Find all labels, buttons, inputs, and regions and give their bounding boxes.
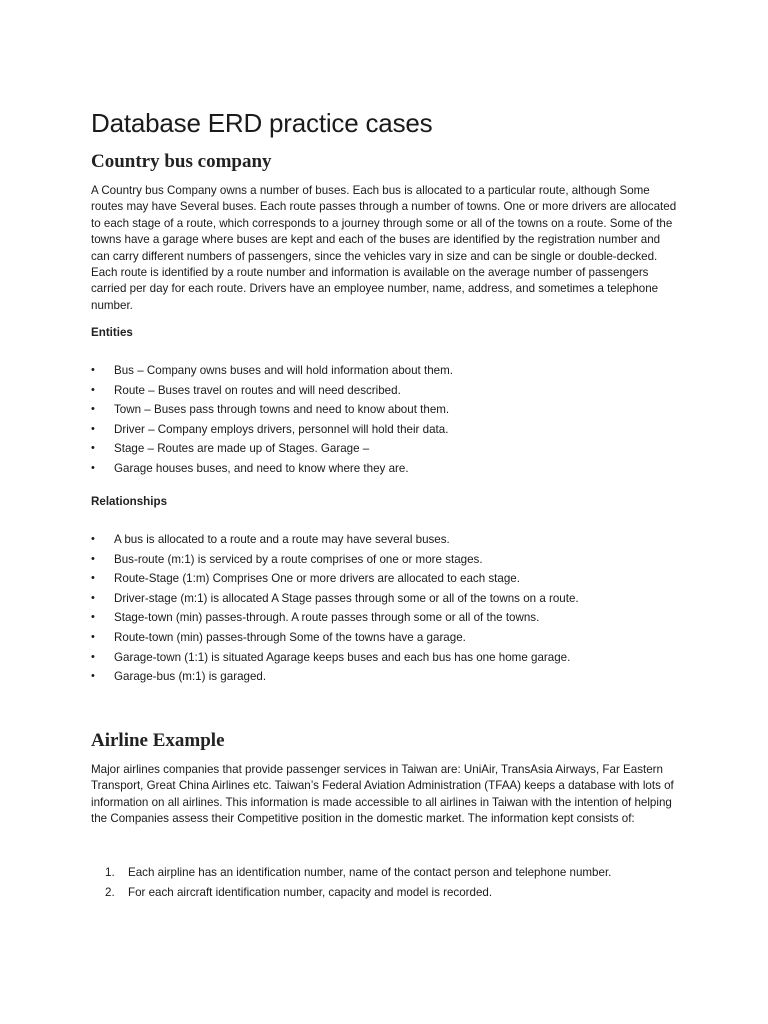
airline-paragraph: Major airlines companies that provide passenger services in Taiwan are: UniAir, TransAsia Airways, Far Eastern Transport, Great China Airlines etc. Taiwan’s Federal Aviation Administration (TFAA) keeps a database with lots of information on all airlines. This information is made accessible to all airlines in Taiwan with the intention of helping the Companies assess their Competitive position in the domestic market. The information kept consists of:: [91, 763, 674, 826]
bullet-mark: •: [91, 461, 95, 474]
list-item: • Bus-route (m:1) is serviced by a route comprises of one or more stages.: [91, 550, 691, 570]
bus-paragraph: A Country bus Company owns a number of buses. Each bus is allocated to a particular route, although Some routes may have Several buses. Each route passes through a number of towns. One or more drivers are allocated to each stage of a route, which corresponds to a journey through some or all of the towns on a route. Some of the towns have a garage where buses are kept and each of the buses are identified by the registration number and can carry different numbers of passengers, since the vehicles vary in size and can be single or double-decked. Each route is identified by a route number and information is available on the average number of passengers carried per day for each route. Drivers have an employee number, name, address, and sometimes a telephone number.: [91, 184, 677, 312]
number-mark: 2.: [105, 885, 115, 899]
bullet-mark: •: [91, 650, 95, 663]
list-item: • Driver – Company employs drivers, personnel will hold their data.: [91, 420, 691, 440]
list-item: • Route – Buses travel on routes and will need described.: [91, 381, 691, 401]
bullet-mark: •: [91, 383, 95, 396]
airline-list: [91, 863, 691, 902]
list-item: • Garage-bus (m:1) is garaged.: [91, 667, 691, 687]
bullet-mark: •: [91, 403, 95, 416]
list-item: • Bus – Company owns buses and will hold information about them.: [91, 361, 691, 381]
bullet-mark: •: [91, 572, 95, 585]
bullet-mark: •: [91, 591, 95, 604]
section-heading-bus: Country bus company: [91, 151, 272, 172]
bullet-mark: •: [91, 442, 95, 455]
bullet-mark: •: [91, 422, 95, 435]
relationships-label: Relationships: [91, 495, 168, 508]
list-item: • Stage – Routes are made up of Stages. Garage –: [91, 439, 691, 459]
list-item: 1. Each airpline has an identification number, name of the contact person and telephone number.: [91, 863, 691, 883]
list-item: • Driver-stage (m:1) is allocated A Stage passes through some or all of the towns on a route.: [91, 589, 691, 609]
relationships-list: [91, 530, 691, 687]
bullet-mark: •: [91, 364, 95, 376]
list-item: • Town – Buses pass through towns and need to know about them.: [91, 400, 691, 420]
entities-list: [91, 361, 691, 479]
list-item: • Garage-town (1:1) is situated Agarage keeps buses and each bus has one home garage.: [91, 648, 691, 668]
bullet-mark: •: [91, 630, 95, 643]
page-title: Database ERD practice cases: [91, 108, 433, 138]
bullet-mark: •: [91, 552, 95, 565]
list-item: • Stage-town (min) passes-through. A route passes through some or all of the towns.: [91, 608, 691, 628]
bullet-mark: •: [91, 670, 95, 683]
list-item: 2. For each aircraft identification number, capacity and model is recorded.: [91, 883, 691, 903]
entities-label: Entities: [91, 326, 133, 339]
number-mark: 1.: [105, 866, 115, 879]
list-item: • Route-town (min) passes-through Some of the towns have a garage.: [91, 628, 691, 648]
section-heading-airline: Airline Example: [91, 730, 225, 751]
bullet-mark: •: [91, 533, 95, 545]
bullet-mark: •: [91, 611, 95, 624]
list-item: • A bus is allocated to a route and a route may have several buses.: [91, 530, 691, 550]
list-item: • Route-Stage (1:m) Comprises One or more drivers are allocated to each stage.: [91, 569, 691, 589]
list-item: • Garage houses buses, and need to know where they are.: [91, 459, 691, 479]
